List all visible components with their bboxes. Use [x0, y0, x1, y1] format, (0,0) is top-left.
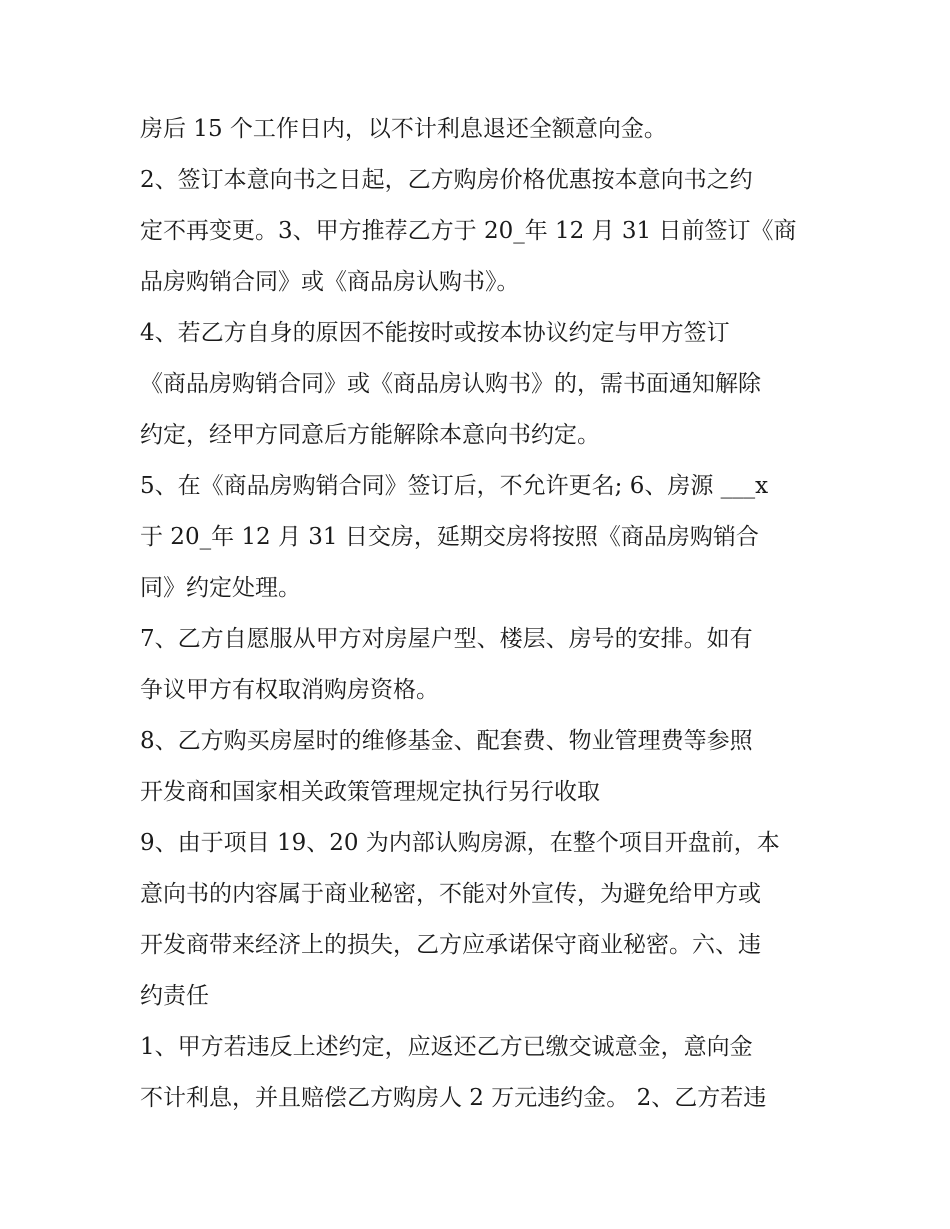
text-line: 不计利息，并且赔偿乙方购房人 2 万元违约金。 2、乙方若违 [140, 1085, 767, 1111]
text-line: 约责任 [140, 983, 209, 1009]
text-line: 7、乙方自愿服从甲方对房屋户型、楼层、房号的安排。如有 [140, 626, 753, 652]
text-line: 1、甲方若违反上述约定，应返还乙方已缴交诚意金，意向金 [140, 1034, 753, 1060]
text-line: 房后 15 个工作日内，以不计利息退还全额意向金。 [140, 116, 667, 142]
text-line: 9、由于项目 19、20 为内部认购房源，在整个项目开盘前，本 [140, 830, 780, 856]
text-line: 意向书的内容属于商业秘密，不能对外宣传，为避免给甲方或 [140, 881, 761, 907]
text-line: 4、若乙方自身的原因不能按时或按本协议约定与甲方签订 [140, 320, 730, 346]
text-line: 于 20_年 12 月 31 日交房，延期交房将按照《商品房购销合 [140, 524, 759, 550]
text-line: 同》约定处理。 [140, 575, 301, 601]
text-line: 8、乙方购买房屋时的维修基金、配套费、物业管理费等参照 [140, 728, 753, 754]
text-line: 品房购销合同》或《商品房认购书》。 [140, 269, 520, 295]
text-line: 争议甲方有权取消购房资格。 [140, 677, 439, 703]
text-line: 开发商带来经济上的损失，乙方应承诺保守商业秘密。六、违 [140, 932, 761, 958]
text-line: 5、在《商品房购销合同》签订后，不允许更名; 6、房源 ___x [140, 473, 769, 499]
text-line: 《商品房购销合同》或《商品房认购书》的，需书面通知解除 [140, 371, 761, 397]
document-body [140, 104, 840, 1124]
text-line: 开发商和国家相关政策管理规定执行另行收取 [140, 779, 600, 805]
text-line: 定不再变更。3、甲方推荐乙方于 20_年 12 月 31 日前签订《商 [140, 218, 797, 244]
text-line: 约定，经甲方同意后方能解除本意向书约定。 [140, 422, 600, 448]
text-line: 2、签订本意向书之日起，乙方购房价格优惠按本意向书之约 [140, 167, 753, 193]
